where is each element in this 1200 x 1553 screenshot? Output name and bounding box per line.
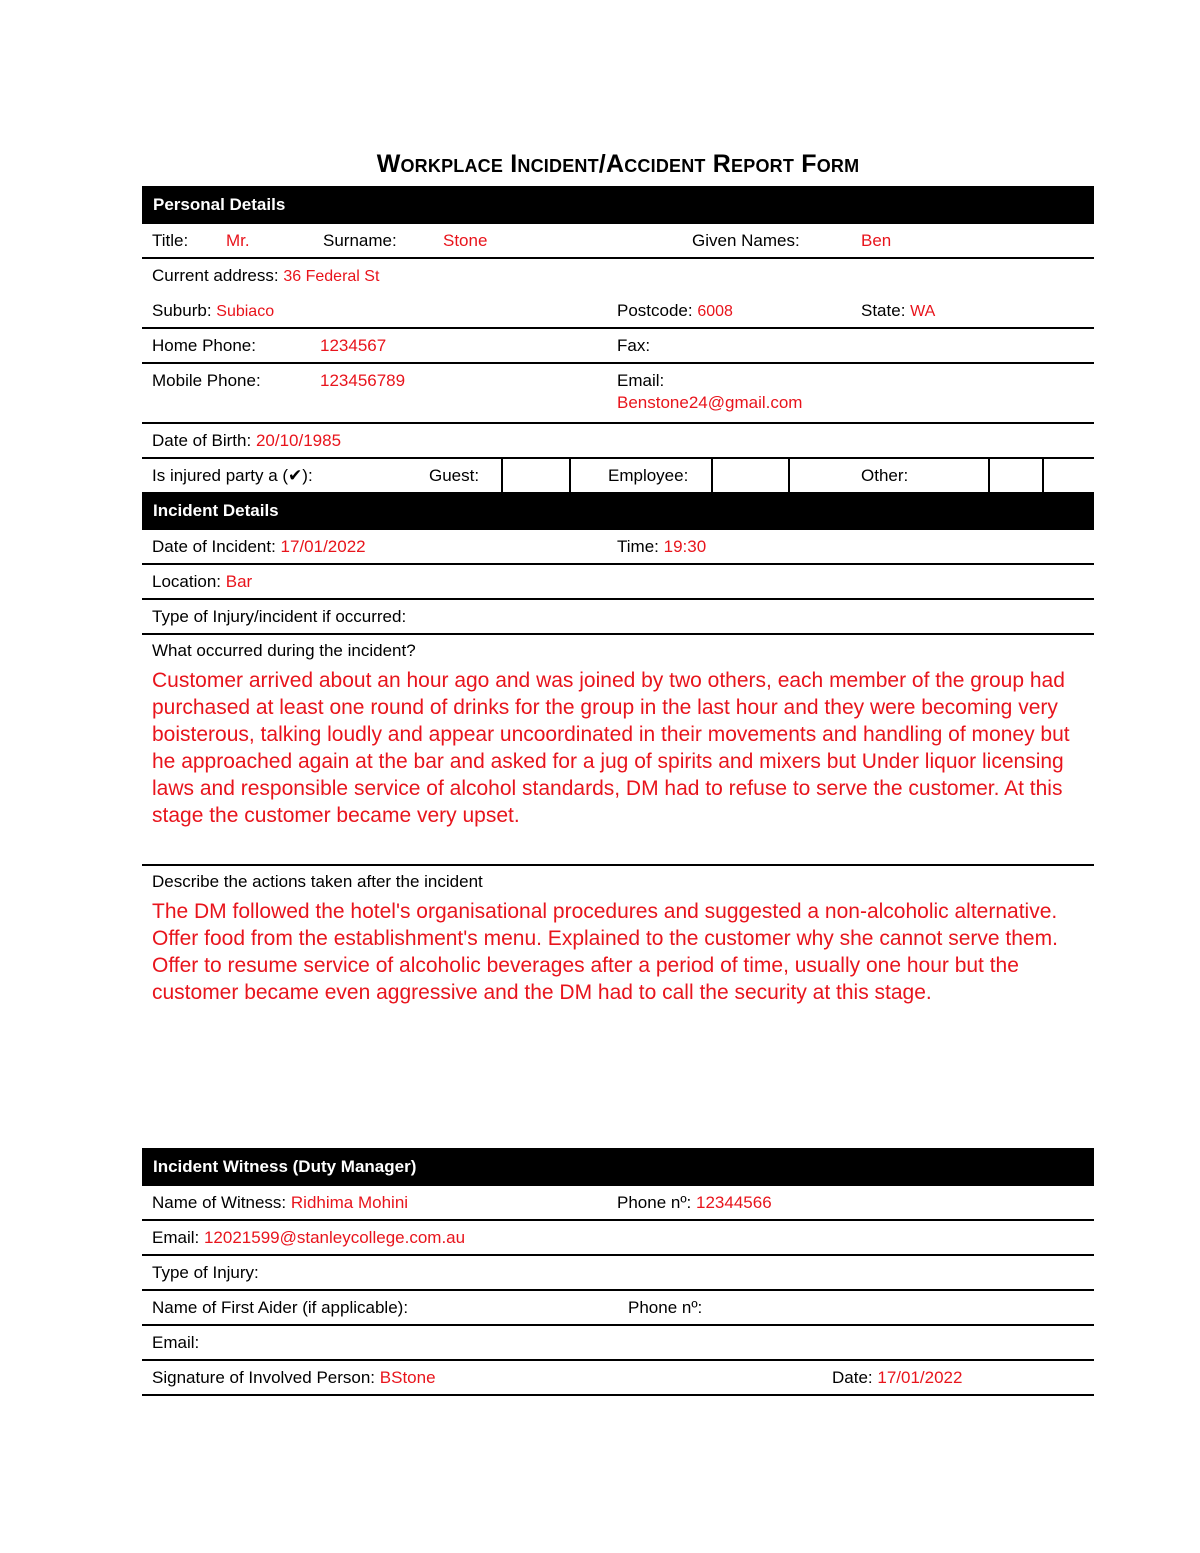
email-label: Email: <box>617 371 665 390</box>
signature-date-value[interactable]: 17/01/2022 <box>877 1368 963 1387</box>
incident-details-header: Incident Details <box>142 492 1094 530</box>
dob-row <box>142 424 1094 459</box>
address-row <box>142 259 1094 294</box>
suburb-value[interactable]: Subiaco <box>216 303 275 320</box>
witness-injury-label: Type of Injury: <box>152 1263 259 1282</box>
first-aider-email-label: Email: <box>152 1333 200 1352</box>
title-value[interactable]: Mr. <box>226 231 250 250</box>
surname-value[interactable]: Stone <box>443 231 488 250</box>
incident-details-section <box>142 492 1094 1149</box>
incident-time-value[interactable]: 19:30 <box>663 537 707 556</box>
signature-label: Signature of Involved Person: BStone <box>152 1368 436 1387</box>
injury-type-row <box>142 600 1094 635</box>
given-names-value[interactable]: Ben <box>861 231 892 250</box>
home-phone-label: Home Phone: <box>152 336 256 355</box>
actions-label: Describe the actions taken after the incident <box>152 872 483 891</box>
personal-details-section <box>142 186 1094 494</box>
guest-label: Guest: <box>429 466 480 485</box>
signature-value[interactable]: BStone <box>379 1368 436 1387</box>
email-block <box>617 370 802 414</box>
witness-header: Incident Witness (Duty Manager) <box>142 1148 1094 1186</box>
home-phone-value[interactable]: 1234567 <box>320 336 387 355</box>
witness-email-value[interactable]: 12021599@stanleycollege.com.au <box>203 1228 466 1247</box>
address-label: Current address: 36 Federal St <box>152 266 380 285</box>
state-value[interactable]: WA <box>910 303 936 320</box>
name-row <box>142 224 1094 259</box>
occurred-text[interactable]: Customer arrived about an hour ago and was joined by two others, each member of the group had purchased at least one round of drinks for the group in the last hour and they were becoming very boisterous, talking loudly and appear uncoordinated in their movements and handling of money but he approached again at the bar and asked for a jug of spirits and mixers but Under liquor licensing laws and responsible service of alcohol standards, DM had to refuse to serve the customer. At this stage the customer became very upset. <box>152 669 1070 827</box>
guest-checkbox[interactable] <box>501 459 571 494</box>
witness-section <box>142 1148 1094 1396</box>
witness-name-label: Name of Witness: Ridhima Mohini <box>152 1193 409 1212</box>
postcode-value[interactable]: 6008 <box>697 303 733 320</box>
witness-email-row <box>142 1221 1094 1256</box>
dob-label: Date of Birth: 20/10/1985 <box>152 431 342 450</box>
incident-date-label: Date of Incident: 17/01/2022 <box>152 537 366 556</box>
injury-type-label: Type of Injury/incident if occurred: <box>152 607 407 626</box>
first-aider-email-row <box>142 1326 1094 1361</box>
signature-date-label: Date: 17/01/2022 <box>832 1368 963 1387</box>
actions-block <box>142 866 1094 1149</box>
location-label: Location: Bar <box>152 572 253 591</box>
state-label: State: WA <box>861 301 936 320</box>
fax-label: Fax: <box>617 336 651 355</box>
dob-value[interactable]: 20/10/1985 <box>255 431 342 450</box>
mobile-row <box>142 364 1094 424</box>
suburb-row <box>142 294 1094 329</box>
injured-party-label: Is injured party a (✔): <box>152 466 313 485</box>
witness-phone-value[interactable]: 12344566 <box>696 1193 772 1212</box>
postcode-label: Postcode: 6008 <box>617 301 733 320</box>
email-value[interactable]: Benstone24@gmail.com <box>617 393 803 412</box>
mobile-phone-label: Mobile Phone: <box>152 371 261 390</box>
other-label: Other: <box>861 466 909 485</box>
suburb-label: Suburb: Subiaco <box>152 301 275 320</box>
title-label: Title: <box>152 231 189 250</box>
location-value[interactable]: Bar <box>225 572 253 591</box>
employee-label: Employee: <box>608 466 689 485</box>
surname-label: Surname: <box>323 231 397 250</box>
first-aider-row <box>142 1291 1094 1326</box>
occurred-label: What occurred during the incident? <box>152 641 416 660</box>
address-value[interactable]: 36 Federal St <box>283 268 380 285</box>
injured-party-row <box>142 459 1094 494</box>
home-phone-row <box>142 329 1094 364</box>
first-aider-label: Name of First Aider (if applicable): <box>152 1298 409 1317</box>
location-row <box>142 565 1094 600</box>
incident-time-label: Time: 19:30 <box>617 537 707 556</box>
witness-email-label: Email: 12021599@stanleycollege.com.au <box>152 1228 466 1247</box>
mobile-phone-value[interactable]: 123456789 <box>320 371 406 390</box>
occurred-block <box>142 635 1094 866</box>
witness-name-row <box>142 1186 1094 1221</box>
other-checkbox[interactable] <box>988 459 1044 494</box>
incident-date-value[interactable]: 17/01/2022 <box>280 537 366 556</box>
witness-phone-label: Phone nº: 12344566 <box>617 1193 772 1212</box>
given-names-label: Given Names: <box>692 231 800 250</box>
signature-row <box>142 1361 1094 1396</box>
first-aider-phone-label: Phone nº: <box>628 1298 703 1317</box>
employee-checkbox[interactable] <box>711 459 790 494</box>
witness-injury-row <box>142 1256 1094 1291</box>
actions-text[interactable]: The DM followed the hotel's organisational procedures and suggested a non-alcoholic alternative. Offer food from the establishment's menu. Explained to the customer why she cannot serve them. Offer to resume service of alcoholic beverages after a period of time, usually one hour but the customer became even aggressive and the DM had to call the security at this stage. <box>152 900 1058 1004</box>
incident-date-row <box>142 530 1094 565</box>
page-title: Workplace Incident/Accident Report Form <box>376 150 860 178</box>
witness-name-value[interactable]: Ridhima Mohini <box>290 1193 409 1212</box>
personal-details-header: Personal Details <box>142 186 1094 224</box>
